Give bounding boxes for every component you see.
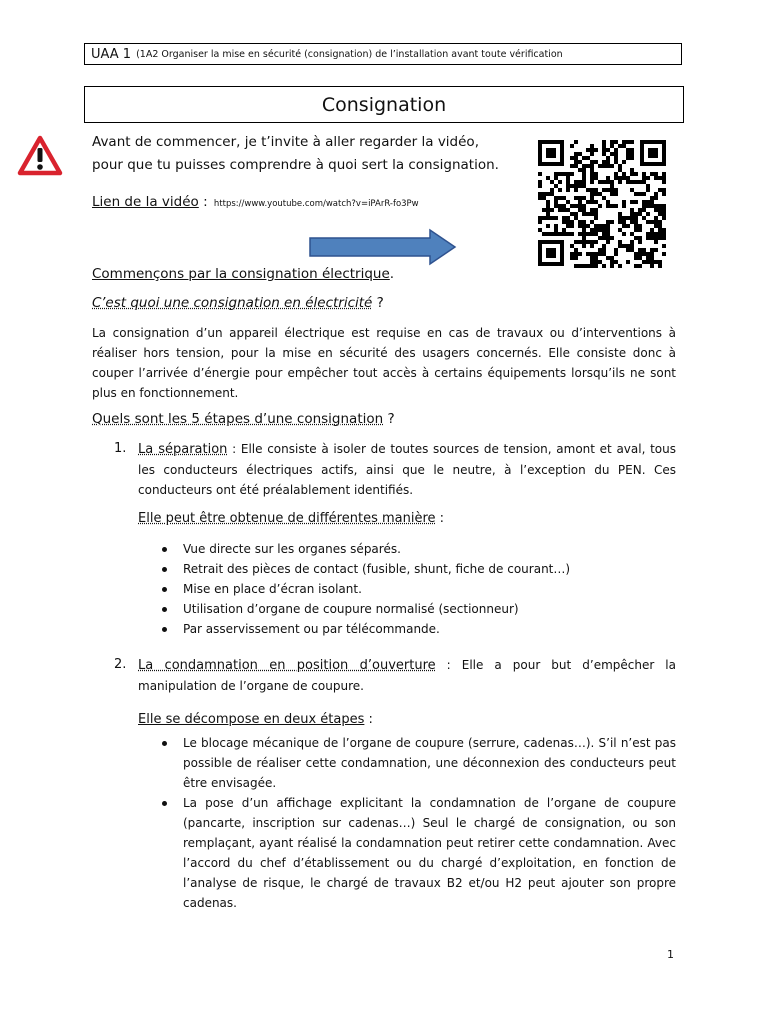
step-2-title: La condamnation en position d’ouverture bbox=[138, 658, 436, 673]
question-what-text: C’est quoi une consignation en électricité bbox=[92, 295, 373, 311]
step-1-subheading bbox=[138, 511, 444, 526]
intro-text bbox=[92, 131, 512, 177]
list-item: Retrait des pièces de contact (fusible, shunt, fiche de courant…) bbox=[183, 559, 673, 579]
header-uaa: UAA 1 bbox=[91, 46, 132, 62]
list-item: Par asservissement ou par télécommande. bbox=[183, 619, 673, 639]
header-subtitle: (1A2 Organiser la mise en sécurité (consignation) de l’installation avant toute vérification bbox=[136, 48, 563, 60]
video-link-label: Lien de la vidéo bbox=[92, 194, 199, 210]
step-2-desc: : Elle a pour but d’empêcher la manipulation de l’organe de coupure. bbox=[138, 658, 676, 693]
list-item: La pose d’un affichage explicitant la condamnation de l’organe de coupure (pancarte, inscription sur cadenas…) Seul le chargé de consignation, ou son remplaçant, ayant réalisé la condamnation peut retirer cette condamnation. Avec l’accord du chef d’établissement ou du chargé d’exploitation, en fonction de l’analyse de risque, le chargé de travaux B2 et/ou H2 peut ajouter son propre cadenas. bbox=[183, 793, 676, 913]
step-1-subheading-text: Elle peut être obtenue de différentes manière bbox=[138, 511, 436, 526]
question-what-end: ? bbox=[372, 295, 384, 311]
step-2-subheading-end: : bbox=[364, 712, 373, 727]
page-number: 1 bbox=[667, 948, 674, 961]
definition-paragraph: La consignation d’un appareil électrique est requise en cas de travaux ou d’interventions à réaliser hors tension, pour la mise en sécurité des usagers concernés. Elle consiste donc à couper l’arrivée d’énergie pour empêcher tout accès à certains équipements lorsqu’ils ne sont plus en fonctionnement. bbox=[92, 326, 676, 400]
step-2-bullet-list bbox=[183, 733, 676, 913]
question-steps bbox=[92, 411, 395, 427]
video-link-line bbox=[92, 194, 419, 210]
video-link-sep: : bbox=[198, 194, 212, 210]
document-header bbox=[84, 43, 682, 65]
list-item: Le blocage mécanique de l’organe de coupure (serrure, cadenas…). S’il n’est pas possible de réaliser cette condamnation, une déconnexion des conducteurs peut être envisagée. bbox=[183, 733, 676, 793]
list-item: Utilisation d’organe de coupure normalisé (sectionneur) bbox=[183, 599, 673, 619]
qr-code-icon bbox=[536, 138, 668, 268]
step-2-subheading-text: Elle se décompose en deux étapes bbox=[138, 712, 365, 727]
question-what bbox=[92, 295, 384, 311]
section-heading bbox=[92, 266, 394, 282]
step-2-text bbox=[138, 655, 676, 696]
section-heading-end: . bbox=[389, 266, 395, 282]
video-url[interactable]: https://www.youtube.com/watch?v=iPArR-fo3Pw bbox=[213, 199, 419, 209]
list-item: Mise en place d’écran isolant. bbox=[183, 579, 673, 599]
arrow-right-icon bbox=[308, 228, 458, 266]
step-1-number: 1. bbox=[114, 441, 127, 456]
step-1-bullet-list bbox=[183, 539, 673, 639]
warning-icon bbox=[16, 134, 64, 178]
step-1-desc: : Elle consiste à isoler de toutes sources de tension, amont et aval, tous les conducteurs électriques actifs, ainsi que le neutre, à l’exception du PEN. Ces conducteurs ont été préalablement identifiés. bbox=[138, 442, 677, 497]
step-1-title: La séparation bbox=[138, 442, 228, 457]
step-2-subheading bbox=[138, 712, 373, 727]
question-steps-end: ? bbox=[383, 411, 395, 427]
list-item: Vue directe sur les organes séparés. bbox=[183, 539, 673, 559]
step-2-number: 2. bbox=[114, 657, 127, 672]
step-1-subheading-end: : bbox=[435, 511, 445, 526]
intro-line-1: Avant de commencer, je t’invite à aller regarder la vidéo, bbox=[92, 134, 479, 150]
section-heading-text: Commençons par la consignation électrique bbox=[92, 266, 390, 282]
question-steps-text: Quels sont les 5 étapes d’une consignation bbox=[92, 411, 384, 427]
page-title: Consignation bbox=[84, 86, 684, 123]
step-1-text bbox=[138, 439, 676, 500]
intro-line-2: pour que tu puisses comprendre à quoi sert la consignation. bbox=[92, 157, 499, 173]
